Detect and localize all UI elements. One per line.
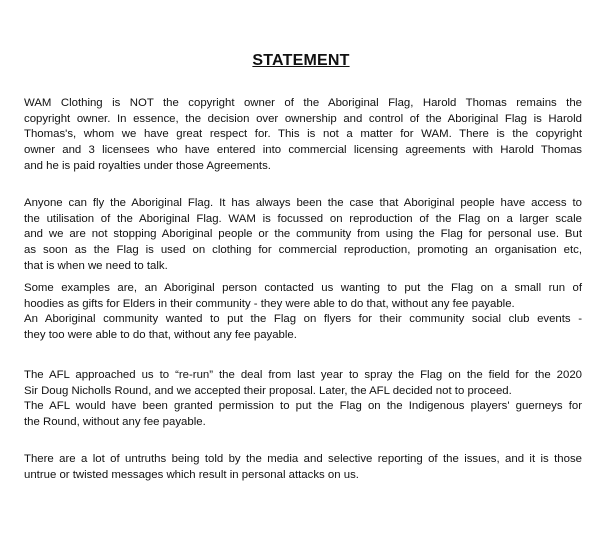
text-line: An Aboriginal community wanted to put the Flag on flyers for their community social club events - — [24, 313, 582, 326]
text-line: The AFL approached us to “re-run” the deal from last year to spray the Flag on the field for the 2020 — [24, 369, 582, 381]
statement-title: STATEMENT — [252, 52, 350, 69]
text-line: Some examples are, an Aboriginal person contacted us wanting to put the Flag on a small run of — [24, 282, 582, 294]
text-line: owner and 3 licensees who have entered into commercial licensing agreements with Harold Thomas — [24, 144, 582, 157]
paragraph-afl — [24, 368, 582, 431]
paragraph-copyright — [24, 96, 582, 175]
text-line: Anyone can fly the Aboriginal Flag. It has always been the case that Aboriginal people have access to — [24, 197, 582, 209]
text-line: hoodies as gifts for Elders in their community - they were able to do that, without any fee payable. — [24, 297, 515, 310]
text-line: and we are not stopping Aboriginal people or the community from using the Flag for personal use. But — [24, 228, 582, 241]
text-line: WAM Clothing is NOT the copyright owner of the Aboriginal Flag, Harold Thomas remains the — [24, 97, 582, 109]
text-line: untrue or twisted messages which result in personal attacks on us. — [24, 468, 359, 481]
paragraph-usage — [24, 196, 582, 275]
paragraph-media — [24, 452, 582, 483]
text-line: they too were able to do that, without any fee payable. — [24, 329, 297, 342]
text-line: copyright owner. In essence, the decision over ownership and control of the Aboriginal Flag is Harold — [24, 112, 582, 125]
text-line: Sir Doug Nicholls Round, and we accepted their proposal. Later, the AFL decided not to proceed. — [24, 384, 512, 397]
text-line: The AFL would have been granted permission to put the Flag on the Indigenous players' guerneys for — [24, 400, 582, 413]
text-line: the Round, without any fee payable. — [24, 416, 206, 429]
paragraph-examples — [24, 281, 582, 344]
text-line: Thomas's, whom we have great respect for. This is not a matter for WAM. There is the copyright — [24, 128, 582, 141]
text-line: the utilisation of the Aboriginal Flag. WAM is focussed on reproduction of the Flag on a larger scale — [24, 212, 582, 225]
text-line: that is when we need to talk. — [24, 259, 168, 272]
text-line: as soon as the Flag is used on clothing for commercial reproduction, promoting an organisation etc, — [24, 244, 582, 257]
text-line: and he is paid royalties under those Agreements. — [24, 159, 271, 172]
text-line: There are a lot of untruths being told by the media and selective reporting of the issues, and it is those — [24, 453, 582, 465]
